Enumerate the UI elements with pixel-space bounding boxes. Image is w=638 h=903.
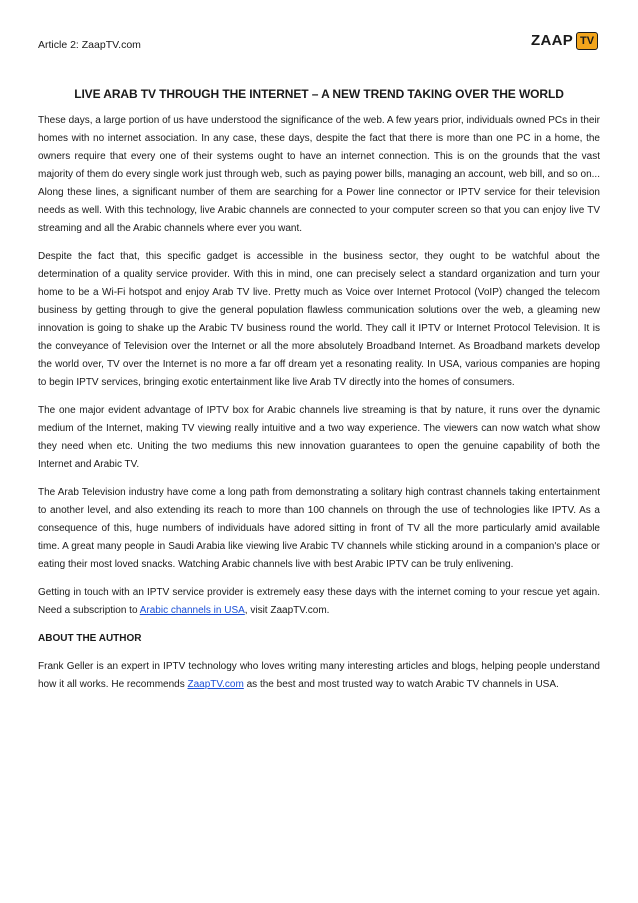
paragraph-3: The one major evident advantage of IPTV box for Arabic channels live streaming is that by nature, it runs over the dynamic medium of the Internet, making TV viewing really intuitive and a two way experience. The viewers can now watch what show they need when etc. Uniting the two mediums this new innovation guarantees to open the genuine capability of both the Internet and Arabic TV. bbox=[38, 405, 600, 470]
article-title: LIVE ARAB TV THROUGH THE INTERNET – A NEW TREND TAKING OVER THE WORLD bbox=[74, 87, 564, 101]
logo-tv-badge: TV bbox=[576, 32, 598, 50]
logo-wordmark: ZAAP bbox=[531, 32, 574, 49]
about-author-heading: ABOUT THE AUTHOR bbox=[38, 633, 142, 644]
zaaptv-logo bbox=[531, 31, 601, 51]
arabic-channels-usa-link[interactable]: Arabic channels in USA bbox=[139, 605, 245, 616]
author-text-end: as the best and most trusted way to watch Arabic TV channels in USA. bbox=[243, 679, 559, 690]
article-body bbox=[38, 112, 600, 704]
paragraph-author bbox=[38, 658, 600, 694]
paragraph-2: Despite the fact that, this specific gadget is accessible in the business sector, they ought to be watchful about the determination of a quality service provider. With this in mind, one can precisely select a standard organization and turn your home to be a Wi-Fi hotspot and enjoy Arab TV live. Pretty much as Voice over Internet Protocol (VoIP) changed the telecom business by getting through to give the general population flawless communication solutions over the web, a gleaming new innovation is going to shake up the Arabic TV business round the world. They call it IPTV or Internet Protocol Television. It is the conveyance of Television over the Internet or all the more absolutely Broadband Internet. As Broadband markets develop the world over, TV over the Internet is no more a far off dream yet a resonating reality. In USA, various companies are hoping to begin IPTV services, bringing exotic entertainment like live Arab TV directly into the homes of consumers. bbox=[38, 251, 600, 388]
paragraph-5-text-end: , visit ZaapTV.com. bbox=[244, 605, 330, 616]
article-label: Article 2: ZaapTV.com bbox=[38, 39, 141, 51]
paragraph-1: These days, a large portion of us have understood the significance of the web. A few years prior, individuals owned PCs in their homes with no internet association. In any case, these days, despite the fact that there is more than one PC in a home, the owners require that every one of their systems ought to have an internet connection. This is on the grounds that the vast majority of them do every single work just through web, such as paying power bills, managing an account, web bill, and so on... Along these lines, a significant number of them are searching for a Power line connector or IPTV service for their television needs as well. With this technology, live Arabic channels are connected to your computer screen so that you can enjoy live TV streaming and all the Arabic channels where ever you want. bbox=[38, 115, 600, 234]
paragraph-5 bbox=[38, 584, 600, 620]
paragraph-4: The Arab Television industry have come a long path from demonstrating a solitary high contrast channels taking entertainment to another level, and also extending its reach to more than 100 channels on through the use of technologies like IPTV. As a consequence of this, huge numbers of individuals have adored sitting in front of TV all the more particularly amid available time. A great many people in Saudi Arabia like viewing live Arabic TV channels while sticking around in a companion's place or eating their most loved snacks. Watching Arabic channels live with best Arabic IPTV can be truly enlivening. bbox=[38, 487, 600, 570]
zaaptv-link[interactable]: ZaapTV.com bbox=[187, 679, 244, 690]
paragraph-5-text-start: Getting in touch with an IPTV service provider is extremely easy these days with the internet coming to your rescue yet again. Need a subscription to bbox=[38, 587, 600, 616]
author-text-start: Frank Geller is an expert in IPTV technology who loves writing many interesting articles and blogs, helping people understand how it all works. He recommends bbox=[38, 661, 600, 690]
